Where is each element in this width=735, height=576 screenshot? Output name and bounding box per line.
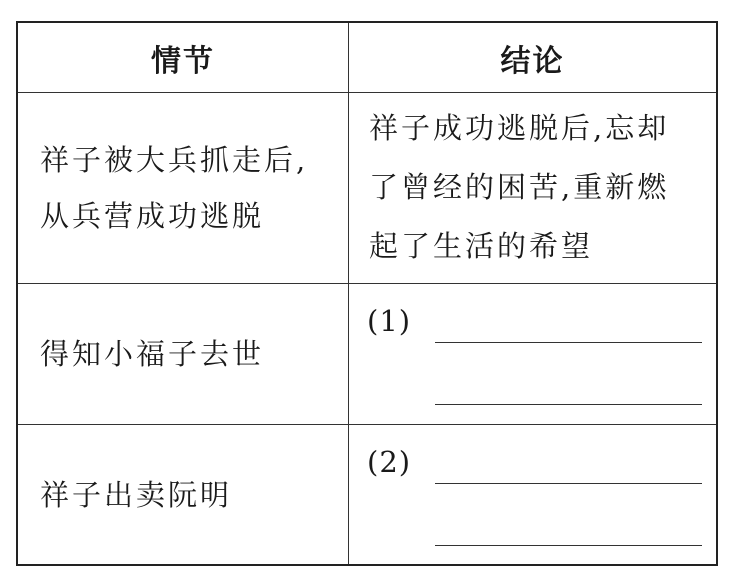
row1-conclusion-line: 起了生活的希望	[369, 229, 594, 263]
row3-plot-line: 祥子出卖阮明	[40, 477, 233, 512]
row1-plot-line: 祥子被大兵抓走后,	[40, 143, 309, 177]
answer-line	[435, 342, 702, 343]
row1-conclusion-line: 了曾经的困苦,重新燃	[369, 170, 670, 204]
header-conclusion-label: 结论	[500, 43, 565, 79]
blank-number: (2)	[367, 445, 412, 479]
row1-conclusion-cell	[349, 93, 716, 284]
row1-conclusion-line: 祥子成功逃脱后,忘却	[369, 111, 670, 145]
row1-plot-cell	[18, 93, 349, 284]
row2-plot-cell	[18, 284, 349, 425]
header-plot-label: 情节	[151, 43, 215, 79]
row3-conclusion-cell	[349, 425, 716, 564]
header-conclusion	[349, 23, 716, 93]
answer-line	[435, 404, 702, 405]
blank-number: (1)	[367, 304, 412, 338]
answer-line	[435, 483, 702, 484]
plot-conclusion-table	[16, 21, 718, 566]
row2-plot-line: 得知小福子去世	[40, 337, 265, 371]
row2-conclusion-cell	[349, 284, 716, 425]
answer-line	[435, 545, 702, 546]
header-plot	[18, 23, 349, 93]
row3-plot-cell	[18, 425, 349, 564]
row1-plot-line: 从兵营成功逃脱	[40, 199, 265, 233]
